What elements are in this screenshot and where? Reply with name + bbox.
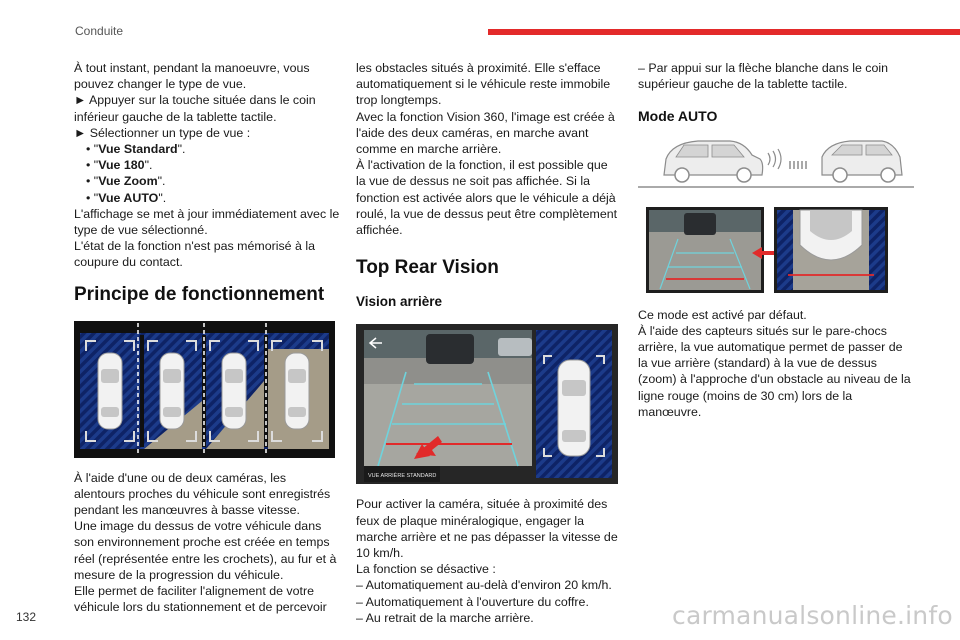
intro-line: ► Appuyer sur la touche située dans le coin inférieur gauche de la tablette tactile. [74,93,316,124]
heading-top-rear-vision: Top Rear Vision [356,257,499,279]
body-line: À l'aide d'une ou de deux caméras, les alentours proches du véhicule sont enregistrés pendant les manœuvres à basse vitesse. [74,470,331,518]
body-line: À l'aide des capteurs situés sur le pare-chocs arrière, la vue automatique permet de passer de la vue arrière (standard) à la vue de dessus (zoom) à l'approche d'un obstacle au niveau de la ligne rouge (moins de 30 cm) lors de la manœuvre. [638,323,911,419]
heading-principe: Principe de fonctionnement [74,283,325,305]
after-line: L'état de la fonction n'est pas mémorisé à la coupure du contact. [74,239,315,270]
heading-mode-auto: Mode AUTO [638,108,718,125]
watermark: carmanualsonline.info [672,601,953,630]
body-line: – Au retrait de la marche arrière. [356,610,534,625]
rear-camera-screen-illustration [356,324,618,484]
body-line: les obstacles situés à proximité. Elle s'efface automatiquement si le véhicule reste immobile trop longtemps. [356,61,611,108]
column-1 [74,60,340,615]
body-line: Ce mode est activé par défaut. [638,307,807,322]
after-line: L'affichage se met à jour immédiatement avec le type de vue sélectionné. [74,206,340,238]
body-line: La fonction se désactive : [356,562,496,577]
view-type-item: • "Vue 180". [86,158,153,173]
body-line: À l'activation de la fonction, il est possible que la vue de dessus ne soit pas affichée. Si la fonction est activée alors que le véhicule a déjà roulé, la vue de dessus peut être complètement affichée. [356,158,618,238]
subheading-vision-arriere: Vision arrière [356,294,443,310]
cars-proximity-illustration [638,135,914,191]
intro-line: À tout instant, pendant la manoeuvre, vous pouvez changer le type de vue. [74,61,310,92]
camera-views-illustration [74,321,335,458]
header-accent-bar [488,29,960,35]
page-number: 132 [16,610,37,624]
body-line: – Automatiquement à l'ouverture du coffre. [356,594,589,609]
column-2 [356,60,620,626]
auto-mode-screens-illustration [638,205,888,295]
body-line: Pour activer la caméra, située à proximité des feux de plaque minéralogique, engager la marche arrière et ne pas dépasser la vitesse de 10 km/h. [356,497,618,561]
intro-line: ► Sélectionner un type de vue : [74,125,251,140]
body-line: Avec la fonction Vision 360, l'image est créée à l'aide des deux caméras, en marche avant comme en marche arrière. [356,109,615,157]
body-line: Elle permet de faciliter l'alignement de votre véhicule lors du stationnement et de percevoir [74,584,327,615]
body-line: – Par appui sur la flèche blanche dans le coin supérieur gauche de la tablette tactile. [638,61,889,92]
screen-label: VUE ARRIÈRE STANDARD [368,473,437,480]
view-type-item: • "Vue AUTO". [86,190,167,205]
body-line: Une image du dessus de votre véhicule dans son environnement proche est créée en temps réel (représentée entre les crochets), au fur et à mesure de la progression du véhicule. [74,519,337,582]
body-line: – Automatiquement au-delà d'environ 20 km/h. [356,578,612,593]
view-type-item: • "Vue Zoom". [86,174,166,189]
section-title: Conduite [75,24,124,38]
view-type-item: • "Vue Standard". [86,142,186,157]
column-3 [638,60,914,420]
